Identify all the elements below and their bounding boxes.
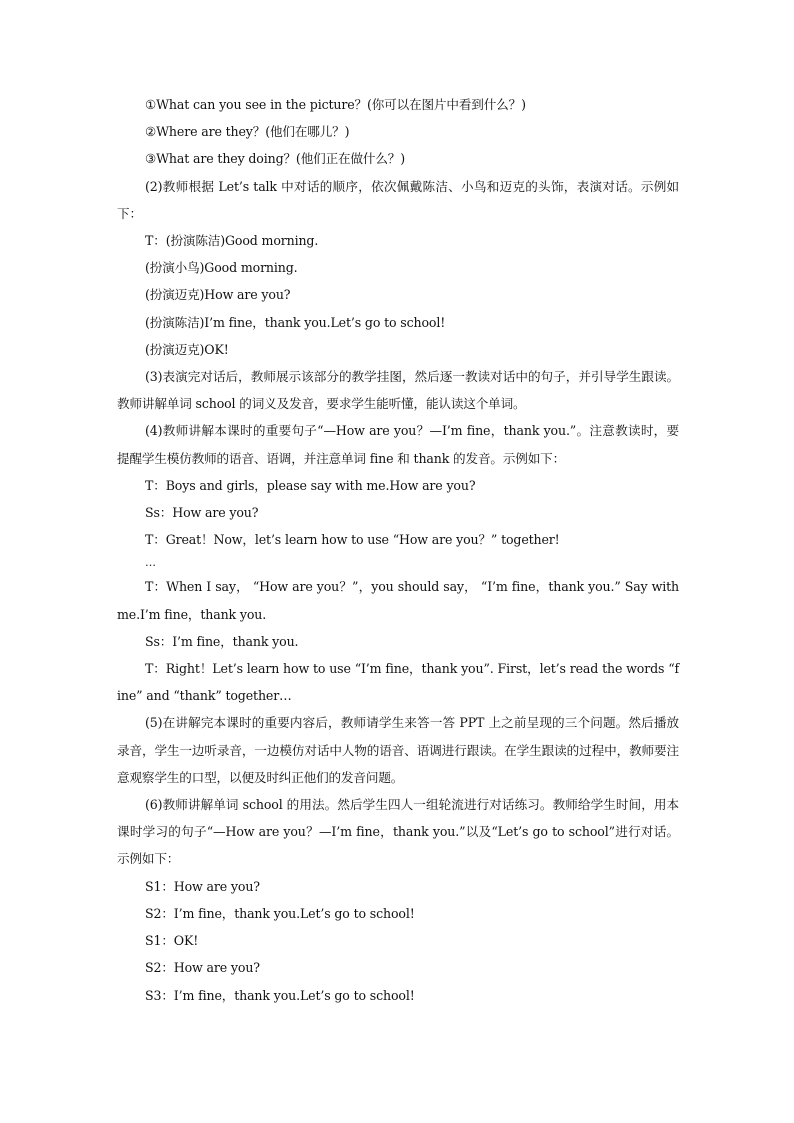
dialogue-line: S1：How are you? (145, 878, 260, 894)
step-3-paragraph: (3)表演完对话后，教师展示该部分的教学挂图，然后逐一教读对话中的句子，并引导学生跟读。教师讲解单词 school 的词义及发音，要求学生能听懂，能认读这个单词。 (117, 369, 679, 412)
dialogue-line: (扮演小鸟)Good morning. (145, 260, 298, 276)
dialogue-line: S3：I’m fine，thank you.Let’s go to school! (145, 987, 415, 1003)
dialogue-line: S2：I’m fine，thank you.Let’s go to school! (145, 905, 415, 921)
step-2-paragraph: (2)教师根据 Let’s talk 中对话的顺序，依次佩戴陈洁、小鸟和迈克的头饰，表演对话。示例如下： (117, 178, 679, 221)
dialogue-line: Ss：I’m fine，thank you. (145, 633, 299, 649)
step-5-paragraph: (5)在讲解完本课时的重要内容后，教师请学生来答一答 PPT 上之前呈现的三个问题。然后播放录音，学生一边听录音，一边模仿对话中人物的语音、语调进行跟读。在学生跟读的过程中，教师要注意观察学生的口型，以便及时纠正他们的发音问题。 (117, 715, 679, 785)
dialogue-line: T：Boys and girls，please say with me.How are you? (145, 477, 476, 493)
dialogue-line: T：Right！Let’s learn how to use “I’m fine，thank you”. First，let’s read the words “fine” and “thank” together… (117, 661, 679, 704)
dialogue-line: Ss：How are you? (145, 505, 259, 521)
dialogue-line: T：Great！Now，let’s learn how to use “How are you？” together! (145, 532, 560, 548)
question-2: ②Where are they？(他们在哪儿？) (145, 124, 350, 140)
document-body (117, 91, 679, 1009)
dialogue-line: (扮演迈克)OK! (145, 341, 229, 357)
step-4-paragraph: (4)教师讲解本课时的重要句子“—How are you？—I’m fine，thank you.”。注意教读时，要提醒学生模仿教师的语音、语调，并注意单词 fine 和 thank 的发音。示例如下： (117, 423, 679, 466)
question-3: ③What are they doing？(他们正在做什么？) (145, 151, 406, 167)
dialogue-line: T：(扮演陈洁)Good morning. (145, 233, 319, 249)
dialogue-line: S1：OK! (145, 933, 199, 949)
dialogue-line: (扮演迈克)How are you? (145, 287, 291, 303)
ellipsis-line: … (145, 556, 156, 570)
dialogue-line: S2：How are you? (145, 960, 260, 976)
question-1: ①What can you see in the picture？(你可以在图片中看到什么？) (145, 97, 526, 112)
dialogue-line: T：When I say， “How are you？”，you should say， “I’m fine，thank you.” Say with me.I’m fine，thank you. (117, 579, 679, 622)
step-6-paragraph: (6)教师讲解单词 school 的用法。然后学生四人一组轮流进行对话练习。教师给学生时间，用本课时学习的句子“—How are you？—I’m fine，thank you.”以及“Let’s go to school”进行对话。示例如下： (117, 797, 679, 867)
dialogue-line: (扮演陈洁)I’m fine，thank you.Let’s go to school! (145, 314, 446, 330)
